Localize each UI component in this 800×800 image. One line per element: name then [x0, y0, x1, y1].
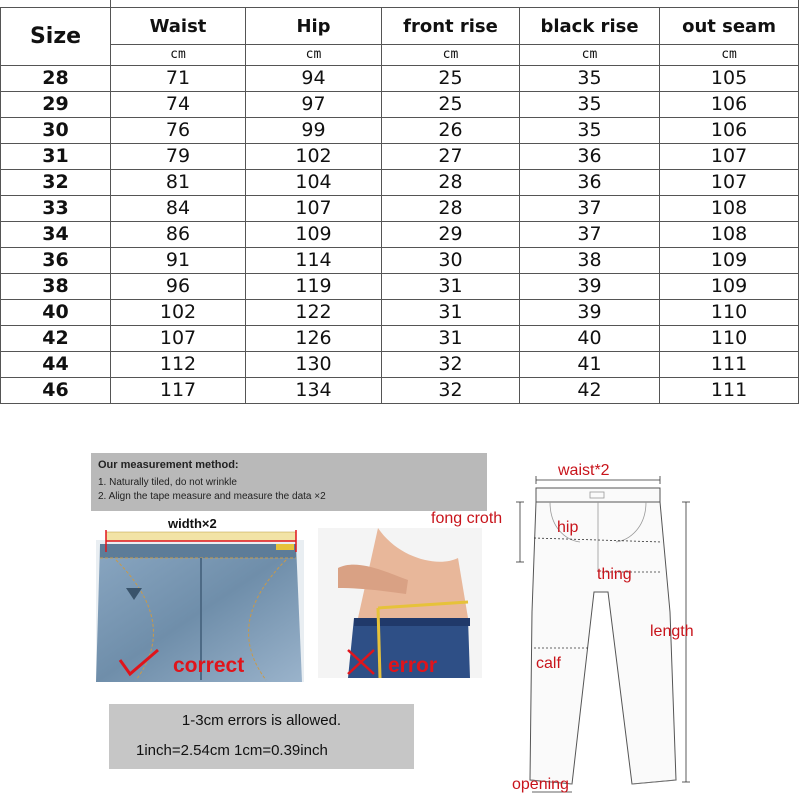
- column-header-back-rise: black rise: [520, 8, 660, 45]
- table-row: [1, 378, 799, 404]
- size-cell: 29: [1, 92, 111, 118]
- measurement-cell: 109: [660, 248, 799, 274]
- diagram-label-hip: hip: [557, 519, 579, 536]
- column-header-out-seam: out seam: [660, 8, 799, 45]
- cross-icon: [344, 646, 378, 678]
- measurement-cell: 42: [520, 378, 660, 404]
- tolerance-note: 1-3cm errors is allowed.: [181, 712, 342, 729]
- measurement-cell: 79: [111, 144, 246, 170]
- table-row: [1, 326, 799, 352]
- measurement-cell: 29: [382, 222, 520, 248]
- measurement-cell: 40: [520, 326, 660, 352]
- diagram-label-calf: calf: [536, 655, 561, 672]
- table-row: [1, 222, 799, 248]
- size-column-header: Size: [1, 8, 111, 66]
- measurement-cell: 104: [246, 170, 382, 196]
- measurement-cell: 31: [382, 300, 520, 326]
- measurement-cell: 122: [246, 300, 382, 326]
- table-row: [1, 274, 799, 300]
- measurement-cell: 96: [111, 274, 246, 300]
- table-row: [1, 170, 799, 196]
- measurement-cell: 31: [382, 274, 520, 300]
- measurement-cell: 107: [660, 144, 799, 170]
- measurement-cell: 37: [520, 222, 660, 248]
- table-top-strip: [1, 0, 799, 8]
- diagram-label-thigh: thing: [597, 566, 632, 583]
- measurement-cell: 130: [246, 352, 382, 378]
- measurement-cell: 71: [111, 66, 246, 92]
- diagram-label-length: length: [650, 623, 694, 640]
- unit-row: [1, 45, 799, 66]
- measurement-cell: 25: [382, 66, 520, 92]
- measurement-cell: 86: [111, 222, 246, 248]
- measurement-cell: 106: [660, 92, 799, 118]
- measurement-cell: 111: [660, 352, 799, 378]
- measurement-cell: 32: [382, 352, 520, 378]
- measurement-cell: 108: [660, 222, 799, 248]
- measurement-cell: 117: [111, 378, 246, 404]
- size-cell: 40: [1, 300, 111, 326]
- measurement-cell: 28: [382, 170, 520, 196]
- size-cell: 44: [1, 352, 111, 378]
- table-row: [1, 144, 799, 170]
- table-header-row: [1, 8, 799, 45]
- table-row: [1, 248, 799, 274]
- unit-label: cm: [660, 45, 799, 66]
- correct-label: correct: [173, 654, 245, 677]
- measurement-cell: 26: [382, 118, 520, 144]
- measurement-cell: 30: [382, 248, 520, 274]
- size-cell: 42: [1, 326, 111, 352]
- method-step-1: 1. Naturally tiled, do not wrinkle: [98, 477, 237, 488]
- size-cell: 31: [1, 144, 111, 170]
- measurement-cell: 76: [111, 118, 246, 144]
- tolerance-note-box: [109, 704, 414, 769]
- measurement-cell: 102: [111, 300, 246, 326]
- method-step-2: 2. Align the tape measure and measure the data ×2: [98, 491, 326, 502]
- size-cell: 34: [1, 222, 111, 248]
- size-cell: 38: [1, 274, 111, 300]
- size-cell: 36: [1, 248, 111, 274]
- measurement-cell: 25: [382, 92, 520, 118]
- measurement-cell: 107: [660, 170, 799, 196]
- diagram-label-opening: opening: [512, 776, 569, 793]
- measurement-cell: 32: [382, 378, 520, 404]
- size-cell: 28: [1, 66, 111, 92]
- unit-label: cm: [382, 45, 520, 66]
- measurement-cell: 109: [660, 274, 799, 300]
- measurement-cell: 39: [520, 274, 660, 300]
- measurement-cell: 35: [520, 66, 660, 92]
- table-row: [1, 66, 799, 92]
- column-header-waist: Waist: [111, 8, 246, 45]
- measurement-cell: 109: [246, 222, 382, 248]
- column-header-front-rise: front rise: [382, 8, 520, 45]
- size-cell: 33: [1, 196, 111, 222]
- measurement-cell: 28: [382, 196, 520, 222]
- measurement-cell: 74: [111, 92, 246, 118]
- measurement-cell: 84: [111, 196, 246, 222]
- measurement-cell: 37: [520, 196, 660, 222]
- measurement-cell: 36: [520, 144, 660, 170]
- column-header-hip: Hip: [246, 8, 382, 45]
- unit-conversion-note: 1inch=2.54cm 1cm=0.39inch: [136, 742, 328, 759]
- measurement-cell: 108: [660, 196, 799, 222]
- method-title: Our measurement method:: [98, 459, 239, 471]
- measurement-cell: 134: [246, 378, 382, 404]
- size-cell: 32: [1, 170, 111, 196]
- measurement-cell: 41: [520, 352, 660, 378]
- table-row: [1, 300, 799, 326]
- size-cell: 46: [1, 378, 111, 404]
- measurement-cell: 99: [246, 118, 382, 144]
- measurement-cell: 35: [520, 118, 660, 144]
- measurement-cell: 91: [111, 248, 246, 274]
- measurement-method-box: [91, 453, 487, 511]
- measurement-cell: 111: [660, 378, 799, 404]
- checkmark-icon: [118, 648, 162, 678]
- measurement-cell: 112: [111, 352, 246, 378]
- table-row: [1, 118, 799, 144]
- table-row: [1, 352, 799, 378]
- measurement-cell: 35: [520, 92, 660, 118]
- measurement-cell: 31: [382, 326, 520, 352]
- measurement-cell: 107: [111, 326, 246, 352]
- diagram-label-front-crotch: fong croth: [431, 510, 503, 527]
- measurement-cell: 107: [246, 196, 382, 222]
- measurement-cell: 27: [382, 144, 520, 170]
- measurement-cell: 119: [246, 274, 382, 300]
- measurement-cell: 105: [660, 66, 799, 92]
- width-label: width×2: [168, 516, 217, 531]
- measurement-cell: 38: [520, 248, 660, 274]
- table-row: [1, 92, 799, 118]
- size-cell: 30: [1, 118, 111, 144]
- measurement-cell: 39: [520, 300, 660, 326]
- unit-label: cm: [111, 45, 246, 66]
- measurement-cell: 114: [246, 248, 382, 274]
- measurement-cell: 106: [660, 118, 799, 144]
- unit-label: cm: [246, 45, 382, 66]
- measurement-cell: 81: [111, 170, 246, 196]
- measurement-cell: 126: [246, 326, 382, 352]
- unit-label: cm: [520, 45, 660, 66]
- measurement-cell: 110: [660, 300, 799, 326]
- measurement-cell: 110: [660, 326, 799, 352]
- diagram-label-waist: waist*2: [558, 462, 610, 479]
- measurement-cell: 97: [246, 92, 382, 118]
- table-row: [1, 196, 799, 222]
- error-label: error: [388, 654, 438, 677]
- measurement-cell: 36: [520, 170, 660, 196]
- measurement-cell: 94: [246, 66, 382, 92]
- measurement-cell: 102: [246, 144, 382, 170]
